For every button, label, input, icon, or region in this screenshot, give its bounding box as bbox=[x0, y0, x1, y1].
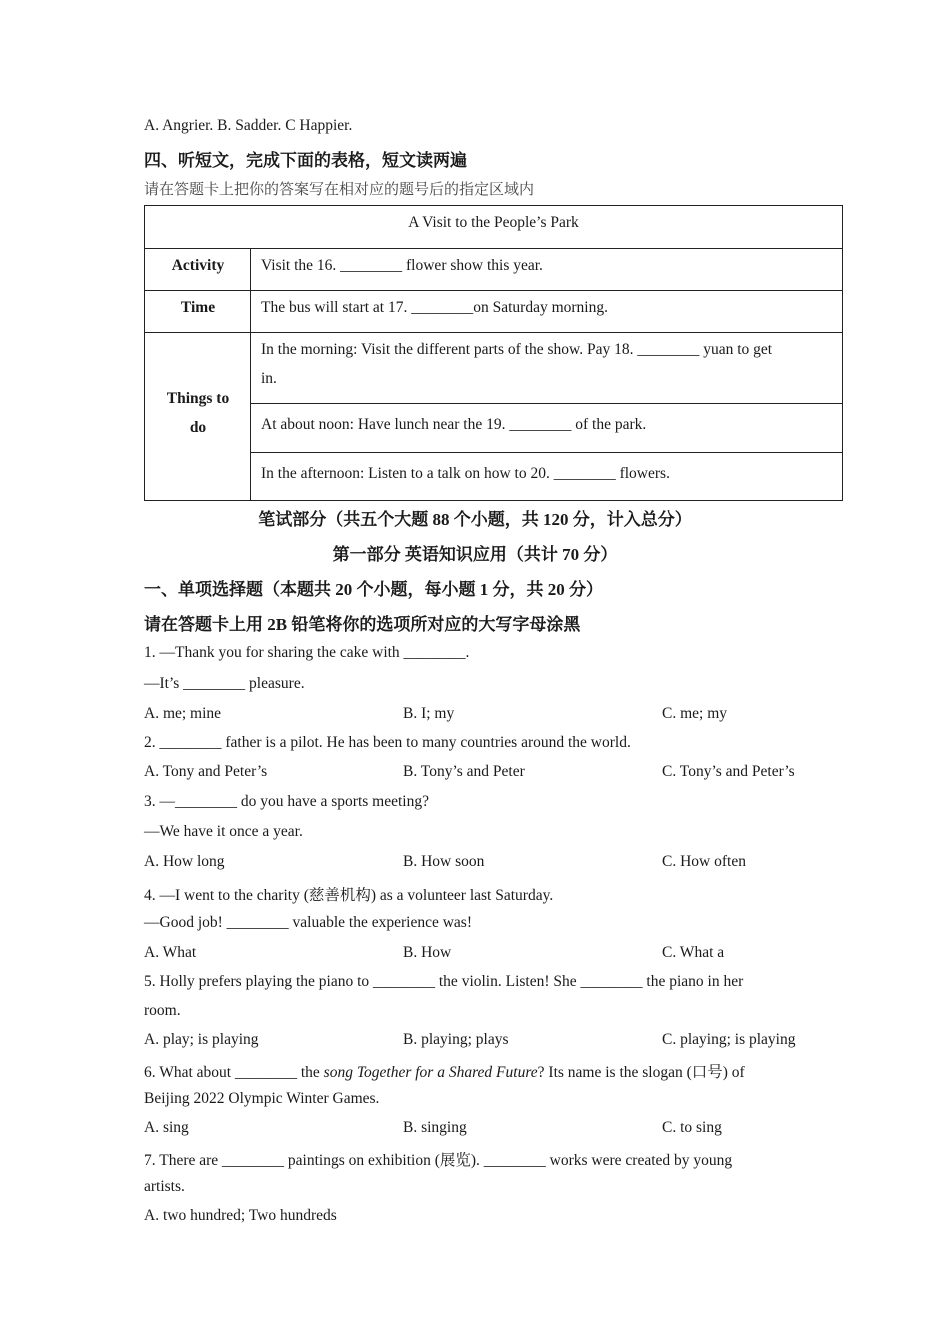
afternoon-text: In the afternoon: Listen to a talk on how to 20. ________ flowers. bbox=[261, 465, 670, 482]
morning-text: In the morning: Visit the different parts of the show. Pay 18. ________ yuan to get bbox=[261, 341, 773, 358]
question-4: 4. —I went to the charity (慈善机构) as a volunteer last Saturday. bbox=[144, 887, 554, 904]
prev-question-options: A. Angrier. B. Sadder. C Happier. bbox=[144, 117, 353, 134]
q6-option-a: A. sing bbox=[144, 1119, 189, 1136]
question-5-cont: room. bbox=[144, 1002, 181, 1019]
question-1: 1. —Thank you for sharing the cake with ________. bbox=[144, 644, 470, 661]
question-7: 7. There are ________ paintings on exhibition (展览). ________ works were created by young bbox=[144, 1152, 733, 1169]
question-3: 3. —________ do you have a sports meeting? bbox=[144, 793, 429, 810]
q1-option-a: A. me; mine bbox=[144, 705, 222, 722]
q6-text-pre: 6. What about ________ the bbox=[144, 1064, 324, 1081]
q4-option-c: C. What a bbox=[662, 944, 725, 961]
morning-text-cont: in. bbox=[261, 370, 277, 387]
section4-heading: 四、听短文，完成下面的表格，短文读两遍 bbox=[144, 151, 467, 170]
section1-heading: 一、单项选择题（本题共 20 个小题，每小题 1 分，共 20 分） bbox=[144, 580, 603, 599]
q2-option-b: B. Tony’s and Peter bbox=[403, 763, 525, 780]
question-4-reply: —Good job! ________ valuable the experience was! bbox=[144, 914, 472, 931]
question-6-cont: Beijing 2022 Olympic Winter Games. bbox=[144, 1090, 380, 1107]
q6-song-title: song Together for a Shared Future bbox=[323, 1064, 538, 1081]
q1-option-b: B. I; my bbox=[403, 705, 455, 722]
section4-instruction: 请在答题卡上把你的答案写在相对应的题号后的指定区域内 bbox=[144, 182, 535, 198]
activity-text: Visit the 16. ________ flower show this year. bbox=[261, 257, 543, 274]
q6-option-c: C. to sing bbox=[662, 1119, 722, 1136]
question-7-cont: artists. bbox=[144, 1178, 185, 1195]
q3-option-c: C. How often bbox=[662, 853, 746, 870]
q6-option-b: B. singing bbox=[403, 1119, 467, 1136]
q3-option-b: B. How soon bbox=[403, 853, 485, 870]
row-label-time: Time bbox=[180, 299, 216, 316]
section1-instruction: 请在答题卡上用 2B 铅笔将你的选项所对应的大写字母涂黑 bbox=[144, 615, 581, 634]
question-6 bbox=[144, 1060, 745, 1082]
q2-option-a: A. Tony and Peter’s bbox=[144, 763, 268, 780]
question-3-reply: —We have it once a year. bbox=[144, 823, 303, 840]
time-text: The bus will start at 17. ________on Saturday morning. bbox=[261, 299, 608, 316]
q1-option-c: C. me; my bbox=[662, 705, 728, 722]
question-5: 5. Holly prefers playing the piano to ________ the violin. Listen! She ________ the piano in her bbox=[144, 973, 744, 990]
part1-title: 第一部分 英语知识应用（共计 70 分） bbox=[332, 545, 618, 564]
written-part-title: 笔试部分（共五个大题 88 个小题，共 120 分，计入总分） bbox=[258, 510, 692, 529]
noon-text: At about noon: Have lunch near the 19. ________ of the park. bbox=[261, 416, 647, 433]
q6-text-post: ? Its name is the slogan (口号) of bbox=[537, 1064, 745, 1081]
table-divider bbox=[250, 248, 251, 500]
table-divider bbox=[251, 452, 842, 453]
q4-option-b: B. How bbox=[403, 944, 452, 961]
row-label-activity: Activity bbox=[171, 257, 225, 274]
q5-option-b: B. playing; plays bbox=[403, 1031, 509, 1048]
row-label-things: Things to bbox=[166, 390, 230, 407]
q5-option-c: C. playing; is playing bbox=[662, 1031, 796, 1048]
q5-option-a: A. play; is playing bbox=[144, 1031, 259, 1048]
q3-option-a: A. How long bbox=[144, 853, 225, 870]
table-title: A Visit to the People’s Park bbox=[408, 214, 579, 231]
q7-option-a: A. two hundred; Two hundreds bbox=[144, 1207, 337, 1224]
question-1-reply: —It’s ________ pleasure. bbox=[144, 675, 305, 692]
question-2: 2. ________ father is a pilot. He has been to many countries around the world. bbox=[144, 734, 631, 751]
q4-option-a: A. What bbox=[144, 944, 197, 961]
q2-option-c: C. Tony’s and Peter’s bbox=[662, 763, 795, 780]
row-label-things-2: do bbox=[189, 419, 207, 436]
table-divider bbox=[251, 403, 842, 404]
listening-table bbox=[144, 205, 843, 501]
